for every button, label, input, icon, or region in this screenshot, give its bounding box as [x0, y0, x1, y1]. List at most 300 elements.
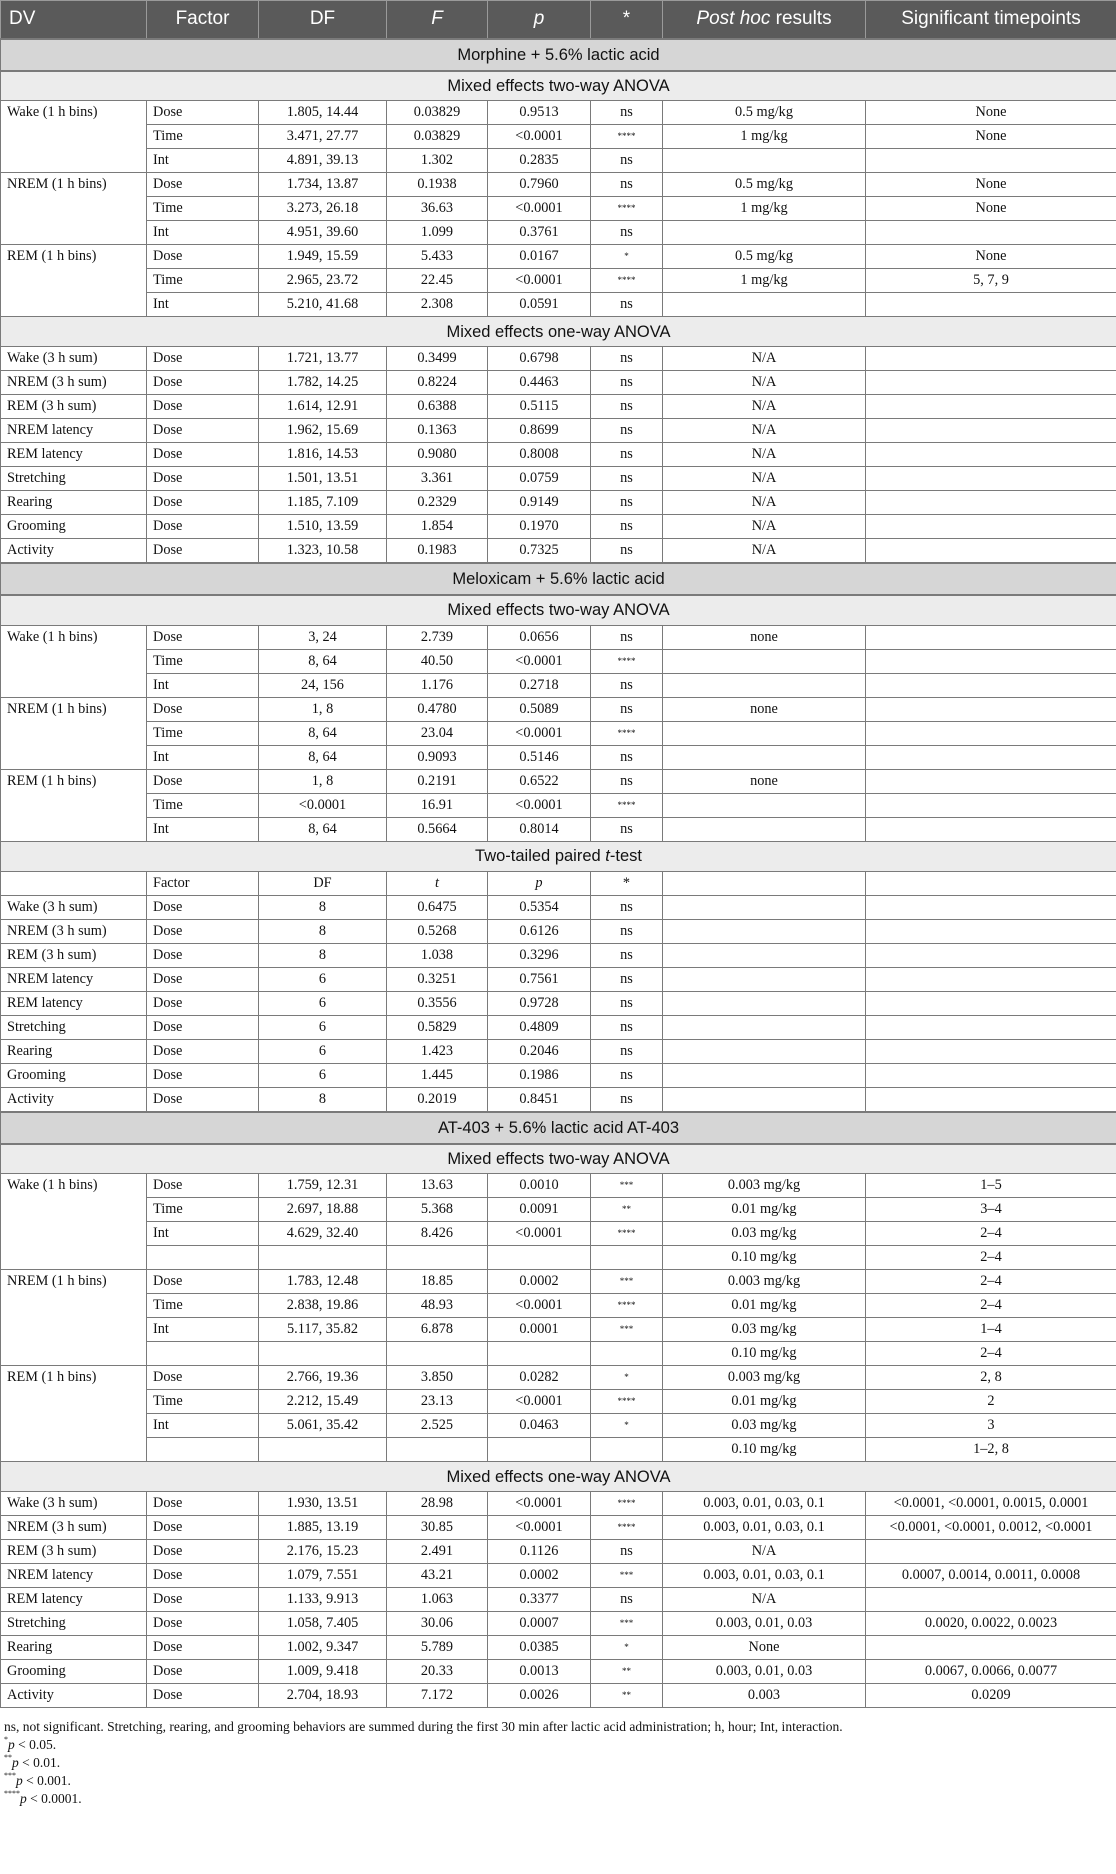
p-cell: 0.2046: [488, 1039, 591, 1063]
header-posthoc-italic: Post hoc: [696, 8, 771, 30]
factor-cell: Time: [147, 649, 259, 673]
table-row: [1, 125, 1116, 149]
significance-cell: ns: [591, 293, 663, 317]
significance-cell: ****: [591, 197, 663, 221]
timepoints-cell: 0.0020, 0.0022, 0.0023: [866, 1612, 1116, 1636]
timepoints-cell: 1–4: [866, 1318, 1116, 1342]
colhead-t-label: t: [435, 874, 439, 891]
table-row: [1, 1612, 1116, 1636]
block-title-row: [1, 563, 1116, 595]
table-row: [1, 245, 1116, 269]
timepoints-cell: [866, 649, 1116, 673]
df-cell: 3.471, 27.77: [259, 125, 387, 149]
significance-cell: ns: [591, 371, 663, 395]
factor-cell: Dose: [147, 1087, 259, 1112]
posthoc-cell: 0.10 mg/kg: [663, 1246, 866, 1270]
df-cell: 8, 64: [259, 721, 387, 745]
df-cell: 1, 8: [259, 769, 387, 793]
dv-cell: NREM (3 h sum): [1, 919, 147, 943]
factor-cell: Int: [147, 673, 259, 697]
subsection-title-row: [1, 71, 1116, 101]
dv-cell: NREM (3 h sum): [1, 371, 147, 395]
df-cell: 1.614, 12.91: [259, 395, 387, 419]
stat-cell: 0.5664: [387, 817, 488, 841]
posthoc-cell: 0.003: [663, 1684, 866, 1708]
table-row: [1, 967, 1116, 991]
block-title: Meloxicam + 5.6% lactic acid: [1, 563, 1116, 595]
table-row: [1, 1270, 1116, 1294]
stat-cell: 0.5268: [387, 919, 488, 943]
p-cell: 0.0282: [488, 1366, 591, 1390]
subsection-title: Mixed effects one-way ANOVA: [1, 1462, 1116, 1492]
stat-cell: 2.491: [387, 1540, 488, 1564]
posthoc-cell: 0.5 mg/kg: [663, 245, 866, 269]
subsection-title-row: [1, 1462, 1116, 1492]
subsection-title: Mixed effects one-way ANOVA: [1, 317, 1116, 347]
factor-cell: Dose: [147, 769, 259, 793]
subsection-title-row: [1, 841, 1116, 871]
p-cell: 0.4809: [488, 1015, 591, 1039]
p-cell: <0.0001: [488, 793, 591, 817]
stat-cell: 8.426: [387, 1222, 488, 1246]
p-cell: 0.1126: [488, 1540, 591, 1564]
header-posthoc-rest: results: [770, 8, 832, 30]
p-cell: 0.3296: [488, 943, 591, 967]
posthoc-cell: N/A: [663, 443, 866, 467]
timepoints-cell: [866, 347, 1116, 371]
factor-cell: Int: [147, 293, 259, 317]
p-cell: <0.0001: [488, 1222, 591, 1246]
factor-cell: Dose: [147, 991, 259, 1015]
table-row: [1, 1540, 1116, 1564]
posthoc-cell: [663, 649, 866, 673]
significance-cell: ns: [591, 539, 663, 564]
df-cell: 2.212, 15.49: [259, 1390, 387, 1414]
p-cell: 0.0001: [488, 1318, 591, 1342]
table-row: [1, 101, 1116, 125]
posthoc-cell: [663, 1015, 866, 1039]
p-cell: 0.0007: [488, 1612, 591, 1636]
dv-cell: NREM (3 h sum): [1, 1516, 147, 1540]
table-header: [1, 1, 1116, 39]
stat-cell: 0.5829: [387, 1015, 488, 1039]
dv-cell: NREM latency: [1, 1564, 147, 1588]
stat-cell: 2.525: [387, 1414, 488, 1438]
table-row: [1, 1198, 1116, 1222]
significance-cell: [591, 1438, 663, 1462]
timepoints-cell: [866, 419, 1116, 443]
table-row: [1, 943, 1116, 967]
header-significance: *: [591, 1, 663, 39]
ttest-column-header-row: [1, 871, 1116, 895]
significance-cell: *: [591, 1366, 663, 1390]
footnote-item: [4, 1772, 1112, 1790]
table-row: [1, 1087, 1116, 1112]
stat-cell: 0.1983: [387, 539, 488, 564]
dv-cell: REM (3 h sum): [1, 943, 147, 967]
stat-cell: [387, 1342, 488, 1366]
posthoc-cell: N/A: [663, 347, 866, 371]
significance-cell: **: [591, 1684, 663, 1708]
stat-cell: 1.176: [387, 673, 488, 697]
posthoc-cell: [663, 895, 866, 919]
stat-cell: 48.93: [387, 1294, 488, 1318]
factor-cell: Dose: [147, 1063, 259, 1087]
footnote-p: p: [12, 1755, 19, 1770]
timepoints-cell: [866, 443, 1116, 467]
stat-cell: 5.368: [387, 1198, 488, 1222]
factor-cell: Time: [147, 125, 259, 149]
p-cell: 0.6798: [488, 347, 591, 371]
significance-cell: ns: [591, 745, 663, 769]
timepoints-cell: [866, 293, 1116, 317]
footnote-item: [4, 1736, 1112, 1754]
df-cell: 1.885, 13.19: [259, 1516, 387, 1540]
stat-cell: 0.8224: [387, 371, 488, 395]
table-row: [1, 1174, 1116, 1198]
df-cell: 6: [259, 967, 387, 991]
p-cell: 0.0013: [488, 1660, 591, 1684]
significance-cell: ns: [591, 221, 663, 245]
stat-cell: 1.445: [387, 1063, 488, 1087]
significance-cell: ****: [591, 1222, 663, 1246]
footnotes: [0, 1708, 1116, 1808]
stat-cell: 0.6475: [387, 895, 488, 919]
significance-cell: ns: [591, 419, 663, 443]
table-row: [1, 793, 1116, 817]
p-cell: <0.0001: [488, 1390, 591, 1414]
footnote-mark: ***: [4, 1771, 16, 1780]
factor-cell: Dose: [147, 419, 259, 443]
stat-cell: 5.433: [387, 245, 488, 269]
dv-cell: Wake (1 h bins): [1, 1174, 147, 1270]
dv-cell: REM (3 h sum): [1, 1540, 147, 1564]
factor-cell: Dose: [147, 1492, 259, 1516]
colhead-factor: Factor: [147, 871, 259, 895]
stat-cell: 23.13: [387, 1390, 488, 1414]
p-cell: 0.5115: [488, 395, 591, 419]
dv-cell: Rearing: [1, 1636, 147, 1660]
p-cell: <0.0001: [488, 1294, 591, 1318]
df-cell: 3.273, 26.18: [259, 197, 387, 221]
significance-cell: ns: [591, 149, 663, 173]
posthoc-cell: [663, 673, 866, 697]
subsection-title-pre: Two-tailed paired: [475, 847, 606, 865]
dv-cell: Stretching: [1, 1015, 147, 1039]
stat-cell: 5.789: [387, 1636, 488, 1660]
stat-cell: 0.1363: [387, 419, 488, 443]
colhead-blank: [663, 871, 866, 895]
p-cell: 0.5354: [488, 895, 591, 919]
df-cell: 1, 8: [259, 697, 387, 721]
stat-cell: 1.302: [387, 149, 488, 173]
significance-cell: ns: [591, 1015, 663, 1039]
posthoc-cell: 0.01 mg/kg: [663, 1198, 866, 1222]
factor-cell: Dose: [147, 515, 259, 539]
significance-cell: ns: [591, 101, 663, 125]
factor-cell: Time: [147, 269, 259, 293]
dv-cell: NREM latency: [1, 967, 147, 991]
factor-cell: Time: [147, 1390, 259, 1414]
timepoints-cell: [866, 721, 1116, 745]
stat-cell: 0.6388: [387, 395, 488, 419]
posthoc-cell: [663, 943, 866, 967]
timepoints-cell: [866, 1588, 1116, 1612]
table-row: [1, 1342, 1116, 1366]
factor-cell: Time: [147, 793, 259, 817]
factor-cell: Dose: [147, 943, 259, 967]
significance-cell: *: [591, 245, 663, 269]
table-row: [1, 1222, 1116, 1246]
factor-cell: Time: [147, 1294, 259, 1318]
posthoc-cell: 0.5 mg/kg: [663, 173, 866, 197]
table-row: [1, 443, 1116, 467]
df-cell: 2.697, 18.88: [259, 1198, 387, 1222]
stat-cell: 1.063: [387, 1588, 488, 1612]
p-cell: 0.2835: [488, 149, 591, 173]
timepoints-cell: [866, 817, 1116, 841]
table-row: [1, 817, 1116, 841]
stat-cell: [387, 1246, 488, 1270]
stat-cell: 13.63: [387, 1174, 488, 1198]
df-cell: <0.0001: [259, 793, 387, 817]
factor-cell: Int: [147, 745, 259, 769]
table-row: [1, 395, 1116, 419]
df-cell: 8, 64: [259, 649, 387, 673]
stat-cell: 22.45: [387, 269, 488, 293]
timepoints-cell: 2, 8: [866, 1366, 1116, 1390]
dv-cell: REM latency: [1, 443, 147, 467]
posthoc-cell: 1 mg/kg: [663, 269, 866, 293]
significance-cell: **: [591, 1660, 663, 1684]
df-cell: 8: [259, 895, 387, 919]
posthoc-cell: [663, 1039, 866, 1063]
p-cell: 0.0463: [488, 1414, 591, 1438]
factor-cell: Dose: [147, 1684, 259, 1708]
significance-cell: ****: [591, 1294, 663, 1318]
factor-cell: Dose: [147, 1174, 259, 1198]
timepoints-cell: 0.0007, 0.0014, 0.0011, 0.0008: [866, 1564, 1116, 1588]
df-cell: 1.009, 9.418: [259, 1660, 387, 1684]
posthoc-cell: 1 mg/kg: [663, 197, 866, 221]
p-cell: <0.0001: [488, 197, 591, 221]
timepoints-cell: 2: [866, 1390, 1116, 1414]
significance-cell: ns: [591, 395, 663, 419]
posthoc-cell: N/A: [663, 539, 866, 564]
factor-cell: Dose: [147, 1516, 259, 1540]
factor-cell: Dose: [147, 371, 259, 395]
dv-cell: REM latency: [1, 1588, 147, 1612]
timepoints-cell: [866, 1540, 1116, 1564]
timepoints-cell: [866, 515, 1116, 539]
p-cell: 0.0010: [488, 1174, 591, 1198]
significance-cell: ns: [591, 673, 663, 697]
timepoints-cell: [866, 1636, 1116, 1660]
significance-cell: ns: [591, 1588, 663, 1612]
df-cell: 1.962, 15.69: [259, 419, 387, 443]
df-cell: 2.766, 19.36: [259, 1366, 387, 1390]
table-row: [1, 221, 1116, 245]
timepoints-cell: 1–5: [866, 1174, 1116, 1198]
footnote-text: < 0.01.: [18, 1755, 61, 1770]
posthoc-cell: 0.03 mg/kg: [663, 1222, 866, 1246]
p-cell: 0.1986: [488, 1063, 591, 1087]
stat-cell: 7.172: [387, 1684, 488, 1708]
stat-cell: 18.85: [387, 1270, 488, 1294]
stat-cell: 40.50: [387, 649, 488, 673]
dv-cell: Stretching: [1, 1612, 147, 1636]
factor-cell: Dose: [147, 395, 259, 419]
timepoints-cell: [866, 967, 1116, 991]
header-f: [387, 1, 488, 39]
p-cell: [488, 1246, 591, 1270]
colhead-blank: [1, 871, 147, 895]
df-cell: 1.734, 13.87: [259, 173, 387, 197]
p-cell: 0.0759: [488, 467, 591, 491]
table-row: [1, 371, 1116, 395]
df-cell: 1.133, 9.913: [259, 1588, 387, 1612]
p-cell: 0.0591: [488, 293, 591, 317]
stat-cell: 0.3251: [387, 967, 488, 991]
dv-cell: Grooming: [1, 1660, 147, 1684]
table-row: [1, 697, 1116, 721]
timepoints-cell: [866, 697, 1116, 721]
factor-cell: Dose: [147, 173, 259, 197]
subsection-title-row: [1, 595, 1116, 625]
posthoc-cell: N/A: [663, 1588, 866, 1612]
stat-cell: 36.63: [387, 197, 488, 221]
stat-cell: 3.361: [387, 467, 488, 491]
subsection-title: Mixed effects two-way ANOVA: [1, 1144, 1116, 1174]
df-cell: 1.759, 12.31: [259, 1174, 387, 1198]
p-cell: 0.0167: [488, 245, 591, 269]
significance-cell: [591, 1246, 663, 1270]
significance-cell: ***: [591, 1174, 663, 1198]
table-row: [1, 1684, 1116, 1708]
significance-cell: ns: [591, 769, 663, 793]
footnote-item: [4, 1790, 1112, 1808]
p-cell: 0.0026: [488, 1684, 591, 1708]
table-row: [1, 1492, 1116, 1516]
p-cell: 0.9513: [488, 101, 591, 125]
significance-cell: ****: [591, 793, 663, 817]
factor-cell: Int: [147, 1222, 259, 1246]
colhead-blank: [866, 871, 1116, 895]
table-body: [1, 39, 1116, 1708]
timepoints-cell: [866, 539, 1116, 564]
factor-cell: Dose: [147, 443, 259, 467]
factor-cell: [147, 1342, 259, 1366]
significance-cell: ns: [591, 443, 663, 467]
dv-cell: Activity: [1, 1684, 147, 1708]
table-row: [1, 991, 1116, 1015]
footnote-text: < 0.001.: [22, 1773, 71, 1788]
factor-cell: Int: [147, 1318, 259, 1342]
significance-cell: ****: [591, 269, 663, 293]
factor-cell: Dose: [147, 101, 259, 125]
df-cell: 4.891, 39.13: [259, 149, 387, 173]
posthoc-cell: 0.003, 0.01, 0.03, 0.1: [663, 1492, 866, 1516]
stat-cell: 0.9080: [387, 443, 488, 467]
timepoints-cell: [866, 395, 1116, 419]
significance-cell: *: [591, 1414, 663, 1438]
dv-cell: Stretching: [1, 467, 147, 491]
timepoints-cell: 5, 7, 9: [866, 269, 1116, 293]
df-cell: 1.510, 13.59: [259, 515, 387, 539]
stat-cell: 1.423: [387, 1039, 488, 1063]
timepoints-cell: None: [866, 101, 1116, 125]
table-row: [1, 1294, 1116, 1318]
significance-cell: ***: [591, 1318, 663, 1342]
factor-cell: Time: [147, 197, 259, 221]
posthoc-cell: none: [663, 697, 866, 721]
p-cell: 0.0002: [488, 1270, 591, 1294]
p-cell: 0.4463: [488, 371, 591, 395]
timepoints-cell: [866, 467, 1116, 491]
footnote-mark: *: [4, 1735, 8, 1744]
posthoc-cell: 0.003 mg/kg: [663, 1174, 866, 1198]
df-cell: 24, 156: [259, 673, 387, 697]
timepoints-cell: [866, 919, 1116, 943]
df-cell: [259, 1438, 387, 1462]
p-cell: 0.6522: [488, 769, 591, 793]
footnote-text: < 0.0001.: [26, 1791, 82, 1806]
significance-cell: ns: [591, 967, 663, 991]
header-p: [488, 1, 591, 39]
timepoints-cell: [866, 943, 1116, 967]
p-cell: 0.7561: [488, 967, 591, 991]
stat-cell: 1.038: [387, 943, 488, 967]
table-row: [1, 1015, 1116, 1039]
posthoc-cell: 0.10 mg/kg: [663, 1438, 866, 1462]
significance-cell: ns: [591, 1087, 663, 1112]
factor-cell: Time: [147, 1198, 259, 1222]
p-cell: 0.9728: [488, 991, 591, 1015]
footnote-p: p: [16, 1773, 23, 1788]
table-row: [1, 1390, 1116, 1414]
posthoc-cell: [663, 1063, 866, 1087]
timepoints-cell: [866, 673, 1116, 697]
footnote-mark: ****: [4, 1789, 20, 1798]
posthoc-cell: 0.03 mg/kg: [663, 1414, 866, 1438]
subsection-title-row: [1, 317, 1116, 347]
colhead-t: [387, 871, 488, 895]
timepoints-cell: None: [866, 245, 1116, 269]
stat-cell: 0.3556: [387, 991, 488, 1015]
factor-cell: Dose: [147, 1366, 259, 1390]
posthoc-cell: 0.003, 0.01, 0.03, 0.1: [663, 1516, 866, 1540]
p-cell: <0.0001: [488, 649, 591, 673]
dv-cell: Wake (3 h sum): [1, 895, 147, 919]
significance-cell: ns: [591, 1540, 663, 1564]
dv-cell: REM (3 h sum): [1, 395, 147, 419]
dv-cell: Grooming: [1, 1063, 147, 1087]
table-row: [1, 1438, 1116, 1462]
posthoc-cell: [663, 967, 866, 991]
factor-cell: Dose: [147, 1039, 259, 1063]
factor-cell: Dose: [147, 539, 259, 564]
timepoints-cell: 0.0209: [866, 1684, 1116, 1708]
dv-cell: Wake (1 h bins): [1, 101, 147, 173]
df-cell: 5.210, 41.68: [259, 293, 387, 317]
df-cell: 8: [259, 1087, 387, 1112]
table-row: [1, 673, 1116, 697]
table-row: [1, 1564, 1116, 1588]
table-row: [1, 919, 1116, 943]
df-cell: [259, 1246, 387, 1270]
p-cell: <0.0001: [488, 125, 591, 149]
p-cell: 0.9149: [488, 491, 591, 515]
